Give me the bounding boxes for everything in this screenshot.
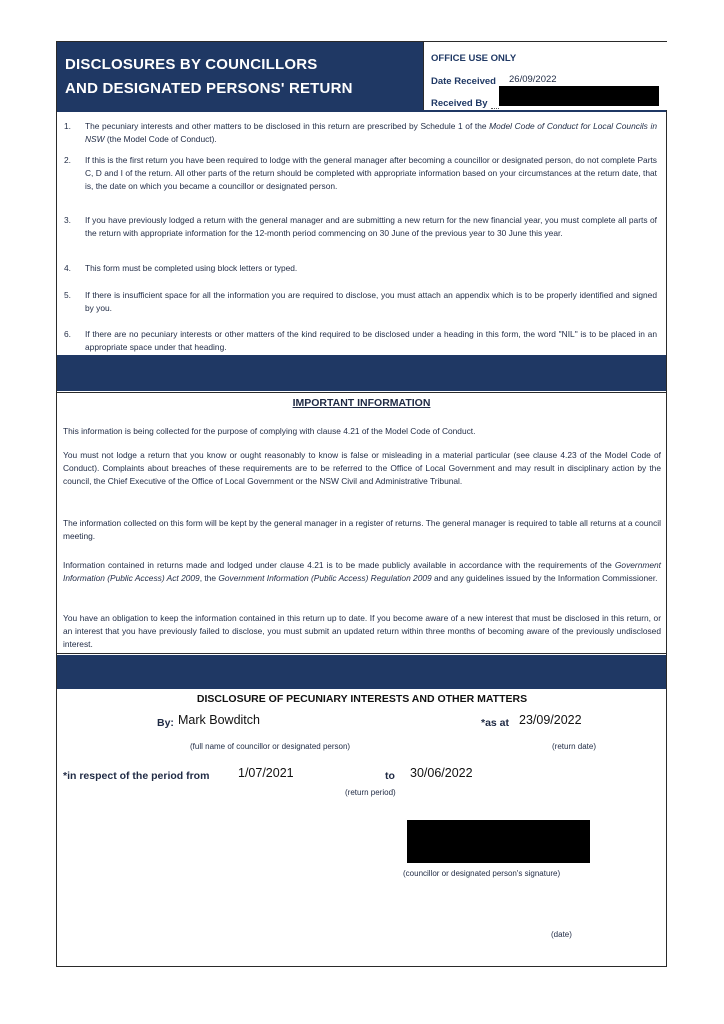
signature-caption: (councillor or designated person's signature) xyxy=(403,869,561,878)
form-title-line1: DISCLOSURES BY COUNCILLORS xyxy=(65,56,318,73)
instruction-number: 4. xyxy=(64,263,71,273)
instruction-number: 5. xyxy=(64,290,71,300)
instruction-number: 3. xyxy=(64,215,71,225)
instruction-text: The pecuniary interests and other matters to be disclosed in this return are prescribed by Schedule 1 of the Model Code of Conduct for Local Councils in NSW (the Model Code of Conduct). xyxy=(85,121,657,144)
name-caption: (full name of councillor or designated person) xyxy=(190,742,351,751)
date-received-value: 26/09/2022 xyxy=(509,74,557,85)
instruction-number: 1. xyxy=(64,121,71,131)
title-divider xyxy=(57,110,666,112)
form-title-line2: AND DESIGNATED PERSONS' RETURN xyxy=(65,80,353,97)
period-to-label: to xyxy=(385,770,395,782)
received-by-redaction xyxy=(499,86,659,106)
office-use-box xyxy=(423,42,667,110)
instruction-text: If this is the first return you have been required to lodge with the general manager after becoming a councillor or designated person, do not complete Parts C, D and I of the return. All other parts of the return should be completed with appropriate information based on your circumstances at the return date, that is, the date on which you became a councillor or designated person. xyxy=(85,155,657,191)
important-paragraph: You must not lodge a return that you know or ought reasonably to know is false or misleading in a material particular (see clause 4.23 of the Model Code of Conduct). Complaints about breaches of these requirements are to be referred to the Office of Local Government and may result in disciplinary action by the council, the Chief Executive of the Office of Local Government or the NSW Civil and Administrative Tribunal. xyxy=(63,450,661,486)
form-title-banner xyxy=(57,42,423,110)
instruction-text: If there are no pecuniary interests or other matters of the kind required to be disclosed under a heading in this form, the word "NIL" is to be placed in an appropriate space under that heading. xyxy=(85,329,657,352)
instruction-text: If there is insufficient space for all the information you are required to disclose, you must attach an appendix which is to be properly identified and signed by you. xyxy=(85,290,657,313)
received-by-label: Received By xyxy=(431,98,488,109)
period-label: *in respect of the period from xyxy=(63,770,210,782)
return-date-caption: (return date) xyxy=(552,742,597,751)
date-caption: (date) xyxy=(551,930,572,939)
name-field[interactable]: Mark Bowditch xyxy=(178,713,260,727)
important-paragraph: You have an obligation to keep the information contained in this return up to date. If you become aware of a new interest that must be disclosed in this return, or an interest that you have previously failed to disclose, you must submit an updated return within three months of becoming aware of the previously undisclosed interest. xyxy=(63,613,661,649)
important-paragraph: This information is being collected for the purpose of complying with clause 4.21 of the Model Code of Conduct. xyxy=(63,426,476,436)
period-to-field[interactable]: 30/06/2022 xyxy=(410,766,473,780)
date-received-label: Date Received xyxy=(431,76,496,87)
important-information-heading: IMPORTANT INFORMATION xyxy=(292,397,431,409)
disclosure-heading: DISCLOSURE OF PECUNIARY INTERESTS AND OTHER MATTERS xyxy=(196,693,528,705)
section-divider-band xyxy=(57,655,666,689)
received-by-line xyxy=(491,98,499,109)
return-period-caption: (return period) xyxy=(345,788,396,797)
instruction-text: This form must be completed using block letters or typed. xyxy=(85,263,298,273)
signature-redaction xyxy=(407,820,590,863)
return-date-field[interactable]: 23/09/2022 xyxy=(519,713,582,727)
as-at-label: *as at xyxy=(481,717,510,729)
period-from-field[interactable]: 1/07/2021 xyxy=(238,766,294,780)
section-divider-band xyxy=(57,355,666,391)
office-use-heading: OFFICE USE ONLY xyxy=(431,53,517,64)
instruction-text: If you have previously lodged a return with the general manager and are submitting a new return for the new financial year, you must complete all parts of the return with appropriate information for the 12-month period commencing on 30 June of the previous year to 30 June this year. xyxy=(85,215,657,238)
important-paragraph: Information contained in returns made and lodged under clause 4.21 is to be made publicly available in accordance with the requirements of the Government Information (Public Access) Act 2009, the Government Information (Public Access) Regulation 2009 and any guidelines issued by the Information Commissioner. xyxy=(63,560,661,583)
instruction-number: 2. xyxy=(64,155,71,165)
important-information-section xyxy=(57,392,666,654)
important-paragraph: The information collected on this form will be kept by the general manager in a register of returns. The general manager is required to table all returns at a council meeting. xyxy=(63,518,661,541)
by-label: By: xyxy=(157,717,174,729)
instruction-number: 6. xyxy=(64,329,71,339)
